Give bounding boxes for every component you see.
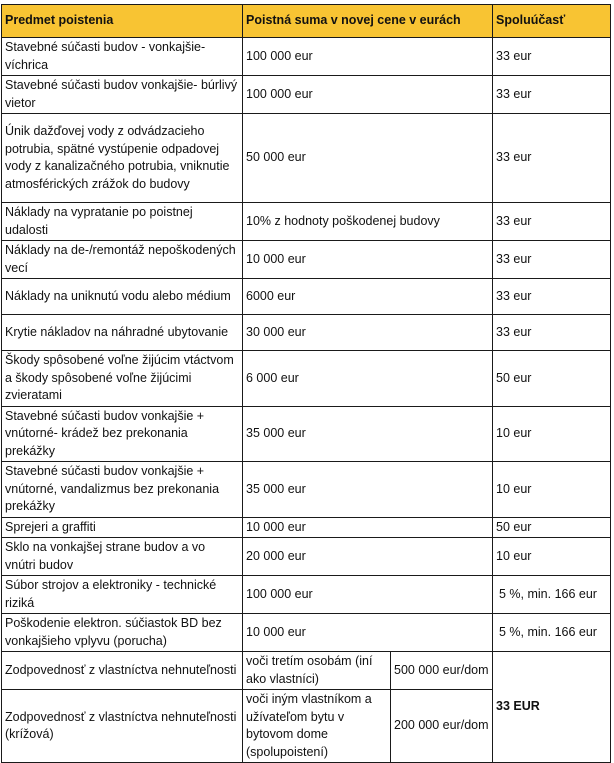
deductible: 33 eur <box>493 241 611 279</box>
insured-item: Stavebné súčasti budov - vonkajšie- víchrica <box>2 38 243 76</box>
deductible: 33 eur <box>493 279 611 315</box>
table-row <box>2 576 611 614</box>
table-row <box>2 114 611 203</box>
header-sum: Poistná suma v novej cene v eurách <box>243 5 493 38</box>
table-row <box>2 76 611 114</box>
table-row <box>2 462 611 518</box>
table-row <box>2 538 611 576</box>
deductible: 10 eur <box>493 462 611 518</box>
insured-sum: 35 000 eur <box>243 462 493 518</box>
deductible: 33 eur <box>493 38 611 76</box>
insured-item: Sklo na vonkajšej strane budov a vo vnútri budov <box>2 538 243 576</box>
insured-sum: 100 000 eur <box>243 76 493 114</box>
insured-sum: 10% z hodnoty poškodenej budovy <box>243 203 493 241</box>
insured-sum: 10 000 eur <box>243 517 493 538</box>
deductible: 33 eur <box>493 114 611 203</box>
liability-item: Zodpovednosť z vlastníctva nehnuteľnosti (krížová) <box>2 690 243 763</box>
table-row <box>2 315 611 351</box>
insured-sum: 100 000 eur <box>243 38 493 76</box>
insured-sum: 35 000 eur <box>243 406 493 462</box>
insured-item: Stavebné súčasti budov vonkajšie + vnútorné- krádež bez prekonania prekážky <box>2 406 243 462</box>
insured-item: Náklady na vypratanie po poistnej udalosti <box>2 203 243 241</box>
insured-sum: 6 000 eur <box>243 351 493 407</box>
table-row <box>2 517 611 538</box>
deductible: 33 eur <box>493 76 611 114</box>
deductible: 5 %, min. 166 eur <box>493 576 611 614</box>
liability-row <box>2 652 611 690</box>
insured-sum: 50 000 eur <box>243 114 493 203</box>
insured-sum: 20 000 eur <box>243 538 493 576</box>
deductible: 50 eur <box>493 351 611 407</box>
insured-sum: 100 000 eur <box>243 576 493 614</box>
liability-deductible: 33 EUR <box>493 652 611 763</box>
insured-item: Poškodenie elektron. súčiastok BD bez vonkajšieho vplyvu (porucha) <box>2 614 243 652</box>
liability-sum: 200 000 eur/dom <box>391 690 493 763</box>
header-row <box>2 5 611 38</box>
insured-item: Náklady na de-/remontáž nepoškodených vecí <box>2 241 243 279</box>
deductible: 33 eur <box>493 203 611 241</box>
deductible: 50 eur <box>493 517 611 538</box>
header-subject: Predmet poistenia <box>2 5 243 38</box>
deductible: 33 eur <box>493 315 611 351</box>
table-row <box>2 351 611 407</box>
insured-item: Škody spôsobené voľne žijúcim vtáctvom a škody spôsobené voľne žijúcimi zvieratami <box>2 351 243 407</box>
insurance-table <box>1 4 611 763</box>
liability-sum: 500 000 eur/dom <box>391 652 493 690</box>
insured-sum: 10 000 eur <box>243 614 493 652</box>
insured-item: Stavebné súčasti budov vonkajšie + vnútorné, vandalizmus bez prekonania prekážky <box>2 462 243 518</box>
table-row <box>2 203 611 241</box>
table-row <box>2 241 611 279</box>
header-deductible: Spoluúčasť <box>493 5 611 38</box>
deductible: 10 eur <box>493 406 611 462</box>
table-row <box>2 406 611 462</box>
deductible: 10 eur <box>493 538 611 576</box>
insured-item: Stavebné súčasti budov vonkajšie- búrlivý vietor <box>2 76 243 114</box>
insured-item: Únik dažďovej vody z odvádzacieho potrubia, spätné vystúpenie odpadovej vody z kanalizačného potrubia, vniknutie atmosférických zrážok do budovy <box>2 114 243 203</box>
liability-party: voči tretím osobám (iní ako vlastníci) <box>243 652 391 690</box>
table-row <box>2 279 611 315</box>
insured-item: Náklady na uniknutú vodu alebo médium <box>2 279 243 315</box>
table-row <box>2 38 611 76</box>
deductible: 5 %, min. 166 eur <box>493 614 611 652</box>
table-row <box>2 614 611 652</box>
insured-sum: 6000 eur <box>243 279 493 315</box>
liability-item: Zodpovednosť z vlastníctva nehnuteľnosti <box>2 652 243 690</box>
insured-sum: 10 000 eur <box>243 241 493 279</box>
insured-sum: 30 000 eur <box>243 315 493 351</box>
insured-item: Súbor strojov a elektroniky - technické riziká <box>2 576 243 614</box>
insured-item: Krytie nákladov na náhradné ubytovanie <box>2 315 243 351</box>
insured-item: Sprejeri a graffiti <box>2 517 243 538</box>
liability-party: voči iným vlastníkom a užívateľom bytu v bytovom dome (spolupoistení) <box>243 690 391 763</box>
